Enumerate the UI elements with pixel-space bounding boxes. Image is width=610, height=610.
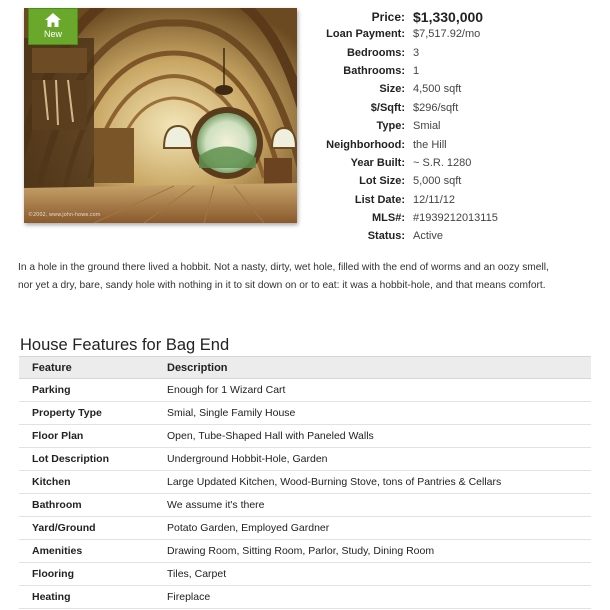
detail-label: Bedrooms: — [346, 46, 405, 59]
detail-price — [300, 8, 600, 25]
detail-value: 5,000 sqft — [413, 175, 462, 188]
detail-value: Active — [413, 230, 443, 243]
feature-description: We assume it's there — [167, 494, 591, 517]
table-row — [19, 379, 591, 402]
detail-value: $7,517.92/mo — [413, 28, 481, 41]
detail-value: Smial — [413, 120, 441, 133]
detail-status — [300, 227, 600, 245]
features-header-row — [19, 357, 591, 379]
feature-description: Underground Hobbit-Hole, Garden — [167, 448, 591, 471]
table-row — [19, 448, 591, 471]
detail-value: 3 — [413, 46, 420, 59]
detail-lot-size — [300, 172, 600, 190]
table-row — [19, 425, 591, 448]
feature-description: Fireplace — [167, 586, 591, 609]
detail-value: 4,500 sqft — [413, 83, 462, 96]
detail-label: Price: — [371, 9, 405, 24]
feature-description: Enough for 1 Wizard Cart — [167, 379, 591, 402]
feature-name: Property Type — [19, 402, 167, 425]
new-badge — [28, 8, 78, 45]
detail-bedrooms — [300, 43, 600, 61]
detail-value: ~ S.R. 1280 — [413, 156, 472, 169]
detail-label: Bathrooms: — [343, 64, 405, 77]
table-row — [19, 517, 591, 540]
table-row — [19, 494, 591, 517]
detail-list-date — [300, 191, 600, 209]
detail-label: Size: — [379, 83, 405, 96]
description-line: In a hole in the ground there lived a hobbit. Not a nasty, dirty, wet hole, filled with the end of worms and an oozy smell, — [18, 262, 549, 273]
feature-name: Bathroom — [19, 494, 167, 517]
listing-description — [18, 259, 598, 295]
detail-value: $296/sqft — [413, 101, 459, 114]
detail-label: Lot Size: — [359, 175, 405, 188]
column-header-description: Description — [167, 357, 591, 379]
detail-label: Type: — [376, 120, 405, 133]
feature-name: Amenities — [19, 540, 167, 563]
feature-name: Flooring — [19, 563, 167, 586]
detail-value: #1939212013115 — [413, 212, 498, 225]
table-row — [19, 586, 591, 609]
home-icon — [44, 12, 62, 28]
feature-name: Heating — [19, 586, 167, 609]
table-row — [19, 471, 591, 494]
table-row — [19, 563, 591, 586]
photo-credit: ©2002, www.john-howe.com — [28, 212, 101, 218]
feature-description: Potato Garden, Employed Gardner — [167, 517, 591, 540]
detail-neighborhood — [300, 135, 600, 153]
detail-value: the Hill — [413, 138, 447, 151]
detail-mls — [300, 209, 600, 227]
feature-name: Lot Description — [19, 448, 167, 471]
feature-name: Floor Plan — [19, 425, 167, 448]
new-badge-label: New — [43, 29, 62, 39]
detail-year-built — [300, 154, 600, 172]
feature-description: Smial, Single Family House — [167, 402, 591, 425]
detail-price-per-sqft — [300, 99, 600, 117]
feature-description: Large Updated Kitchen, Wood-Burning Stove, tons of Pantries & Cellars — [167, 471, 591, 494]
detail-size — [300, 80, 600, 98]
table-row — [19, 540, 591, 563]
detail-label: Loan Payment: — [326, 28, 405, 41]
description-line: nor yet a dry, bare, sandy hole with nothing in it to sit down on or to eat: it was a hobbit-hole, and that means comfort. — [18, 280, 546, 291]
feature-description: Tiles, Carpet — [167, 563, 591, 586]
detail-label: $/Sqft: — [370, 101, 405, 114]
detail-label: Year Built: — [350, 156, 405, 169]
feature-description: Drawing Room, Sitting Room, Parlor, Study, Dining Room — [167, 540, 591, 563]
features-title: House Features for Bag End — [20, 336, 230, 354]
feature-name: Kitchen — [19, 471, 167, 494]
detail-value: 12/11/12 — [413, 193, 456, 206]
feature-name: Yard/Ground — [19, 517, 167, 540]
detail-label: List Date: — [354, 193, 405, 206]
detail-value: $1,330,000 — [413, 8, 484, 25]
detail-loan-payment — [300, 25, 600, 43]
detail-label: Status: — [367, 230, 405, 243]
detail-value: 1 — [413, 64, 420, 77]
detail-label: MLS#: — [372, 212, 405, 225]
listing-details — [300, 8, 600, 246]
features-table — [19, 356, 591, 609]
feature-name: Parking — [19, 379, 167, 402]
feature-description: Open, Tube-Shaped Hall with Paneled Walls — [167, 425, 591, 448]
detail-type — [300, 117, 600, 135]
detail-bathrooms — [300, 62, 600, 80]
detail-label: Neighborhood: — [326, 138, 405, 151]
column-header-feature: Feature — [19, 357, 167, 379]
table-row — [19, 402, 591, 425]
